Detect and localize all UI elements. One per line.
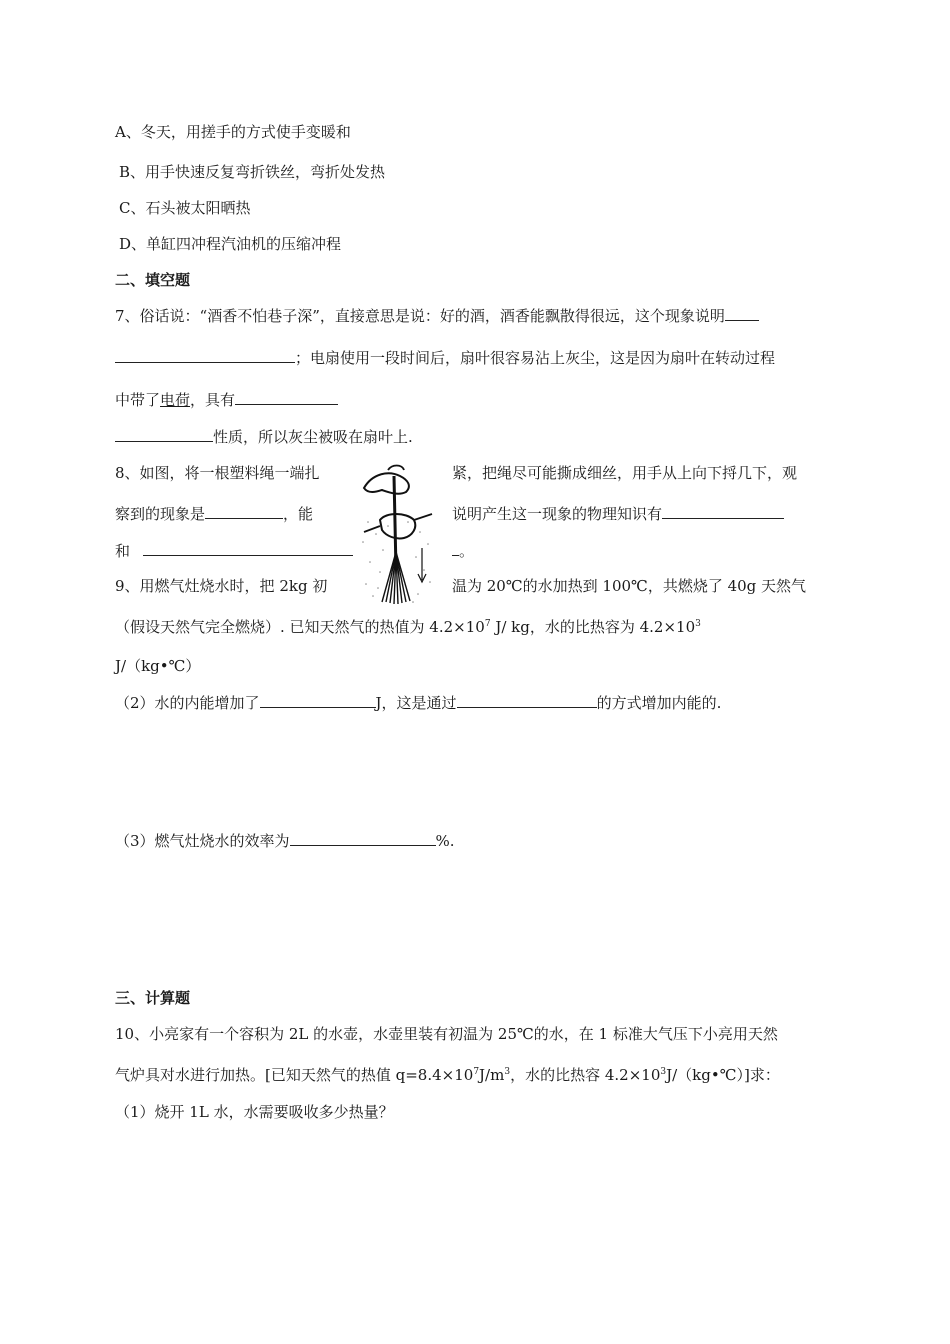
q7-blank2b [115, 426, 213, 442]
q9-blank-p2b [457, 692, 597, 708]
section2-heading: 二、填空题 [115, 271, 191, 289]
option-d: D、单缸四冲程汽油机的压缩冲程 [119, 235, 342, 253]
q8-l2-left [115, 503, 313, 524]
q7-line4 [115, 426, 413, 447]
q9-p2-mid: J，这是通过 [375, 694, 457, 712]
q9-text2b: J/ kg，水的比热容为 4.2×10 [490, 618, 696, 636]
q8-l1-left: 8、如图，将一根塑料绳一端扎 [115, 464, 320, 482]
q9-p2-pre: （2）水的内能增加了 [115, 694, 260, 712]
q9-blank-p3 [290, 830, 436, 846]
q8-blank1 [205, 503, 283, 519]
q10-line3: （1）烧开 1L 水，水需要吸收多少热量？ [115, 1103, 394, 1121]
q8-blank2 [662, 503, 784, 519]
q7-line2 [115, 347, 775, 368]
q7-text3-post: ，具有 [190, 391, 236, 409]
q10-text2d: J/（kg•℃）]求： [666, 1066, 780, 1084]
q8-text3-left: 和 [115, 542, 131, 560]
q10-exp1: 7 [473, 1067, 480, 1077]
q7-blank2a [235, 389, 338, 405]
top-hand [364, 473, 409, 493]
q8-blank3 [143, 540, 353, 556]
q7-text3-pre: 中带了 [115, 391, 161, 409]
q7-line3 [115, 389, 338, 410]
q9-l2 [115, 617, 701, 637]
q7-blank1b [115, 347, 295, 363]
q7-text3-underlined: 电荷 [160, 391, 191, 409]
q8-text2-pre: 察到的现象是 [115, 505, 206, 523]
q9-p3-pre: （3）燃气灶烧水的效率为 [115, 832, 290, 850]
q8-text2-post: ，能 [283, 505, 314, 523]
q10-text2b: J/m [479, 1066, 505, 1084]
q8-l3-left [115, 540, 353, 561]
q8-l2-right [452, 503, 784, 524]
q9-exp1: 7 [484, 619, 491, 629]
q9-blank-p2a [260, 692, 376, 708]
section3-heading: 三、计算题 [115, 989, 191, 1007]
q8-blank3-end [452, 540, 459, 556]
q9-p3-post: %. [435, 832, 455, 850]
q10-text2c: ，水的比热容 4.2×10 [510, 1066, 661, 1084]
q9-l1-right: 温为 20℃的水加热到 100℃，共燃烧了 40g 天然气 [452, 577, 807, 595]
option-c: C、石头被太阳晒热 [119, 199, 251, 217]
q9-p2-post: 的方式增加内能的. [596, 694, 722, 712]
q9-exp2: 3 [695, 619, 701, 629]
option-b: B、用手快速反复弯折铁丝，弯折处发热 [119, 163, 386, 181]
q10-line1: 10、小亮家有一个容积为 2L 的水壶，水壶里装有初温为 25℃的水，在 1 标准大气压下小亮用天然 [115, 1025, 778, 1043]
q7-line1 [115, 305, 759, 326]
q9-l1-left: 9、用燃气灶烧水时，把 2kg 初 [115, 577, 328, 595]
option-a: A、冬天，用搓手的方式使手变暖和 [115, 123, 351, 141]
q7-blank1a [725, 305, 759, 321]
frayed-strands [382, 552, 410, 604]
q9-text2a: （假设天然气完全燃烧）. 已知天然气的热值为 4.2×10 [115, 618, 485, 636]
q7-text4: 性质，所以灰尘被吸在扇叶上. [213, 428, 413, 446]
q9-part3 [115, 830, 455, 851]
q7-text1: 7、俗话说：“酒香不怕巷子深”，直接意思是说：好的酒，酒香能飘散得很远，这个现象说明 [115, 307, 725, 325]
rope-experiment-figure [358, 462, 436, 606]
q8-l3-right [452, 540, 474, 561]
q8-text2-right: 说明产生这一现象的物理知识有 [452, 505, 663, 523]
q10-text2a: 气炉具对水进行加热。[已知天然气的热值 q=8.4×10 [115, 1066, 474, 1084]
q9-l3: J/（kg•℃） [115, 657, 201, 675]
q9-part2 [115, 692, 721, 713]
q10-exp3: 3 [660, 1067, 667, 1077]
q8-text3-right: 。 [459, 542, 475, 560]
lower-hand [380, 514, 415, 539]
q8-l1-right: 紧，把绳尽可能撕成细丝，用手从上向下捋几下，观 [452, 464, 798, 482]
q10-line2 [115, 1065, 780, 1085]
q7-text2: ；电扇使用一段时间后，扇叶很容易沾上灰尘，这是因为扇叶在转动过程 [295, 349, 776, 367]
q10-exp2: 3 [504, 1067, 511, 1077]
